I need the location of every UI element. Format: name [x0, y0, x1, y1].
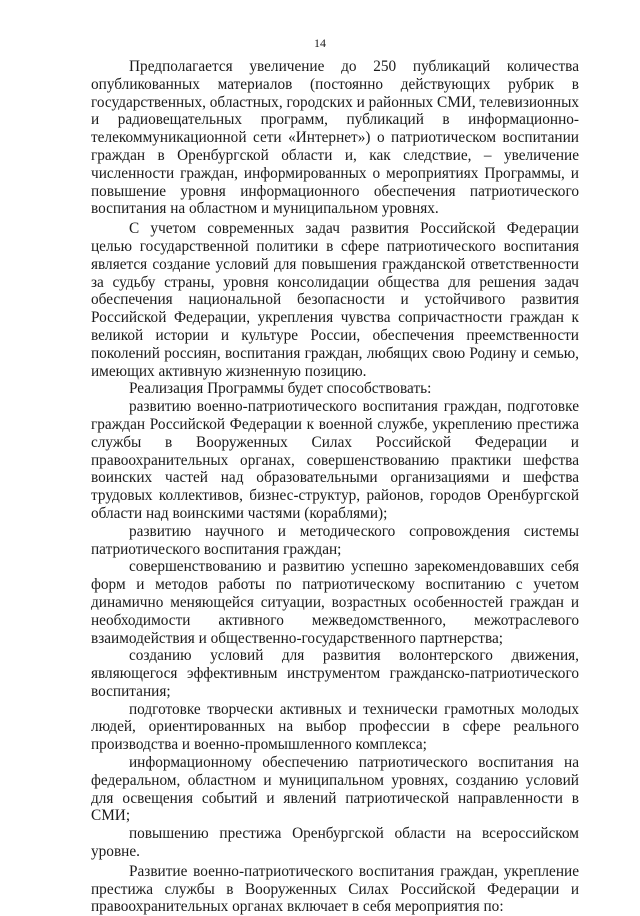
list-item-methods-improvement: совершенствованию и развитию успешно зарекомендовавших себя форм и методов работы по патриотическому воспитанию с учетом динамично меняющейся ситуации, возрастных особенностей граждан и необходимости активного межведомственного, межотраслевого взаимодействия и общественно-государственного партнерства; — [91, 558, 579, 647]
paragraph-publications: Предполагается увеличение до 250 публикаций количества опубликованных материалов (постоянно действующих рубрик в государственных, областных, городских и районных СМИ, телевизионных и радиовещательных программ, публикаций в информационно-телекоммуникационной сети «Интернет») о патриотическом воспитании граждан в Оренбургской области и, как следствие, – увеличение численности граждан, информированных о мероприятиях Программы, и повышение уровня информационного обеспечения патриотического воспитания на областном и муниципальном уровнях. — [91, 58, 579, 218]
list-item-information-support: информационному обеспечению патриотического воспитания на федеральном, областном и муниципальном уровнях, созданию условий для освещения событий и явлений патриотической направленности в СМИ; — [91, 754, 579, 825]
list-item-military-patriotic: развитию военно-патриотического воспитания граждан, подготовке граждан Российской Федерации к военной службе, укреплению престижа службы в Вооруженных Силах Российской Федерации и правоохранительных органах, совершенствованию практики шефства воинских частей над образовательными организациями и шефства трудовых коллективов, бизнес-структур, районов, городов Оренбургской области над воинскими частями (кораблями); — [91, 398, 579, 522]
document-body — [91, 58, 579, 916]
list-item-volunteer-movement: созданию условий для развития волонтерского движения, являющегося эффективным инструментом гражданско-патриотического воспитания; — [91, 647, 579, 700]
list-item-youth-training: подготовке творчески активных и технически грамотных молодых людей, ориентированных на выбор профессии в сфере реального производства и военно-промышленного комплекса; — [91, 700, 579, 754]
paragraph-policy-goal: С учетом современных задач развития Российской Федерации целью государственной политики в сфере патриотического воспитания является создание условий для повышения гражданской ответственности за судьбу страны, уровня консолидации общества для решения задач обеспечения национальной безопасности и устойчивого развития Российской Федерации, укрепления чувства сопричастности граждан к великой истории и культуре России, обеспечения преемственности поколений россиян, воспитания граждан, любящих свою Родину и семью, имеющих активную жизненную позицию. — [91, 220, 579, 380]
page-number: 14 — [314, 36, 326, 50]
list-item-scientific-support: развитию научного и методического сопровождения системы патриотического воспитания граждан; — [91, 522, 579, 558]
list-item-region-prestige: повышению престижа Оренбургской области на всероссийском уровне. — [91, 825, 579, 861]
paragraph-measures-intro: Развитие военно-патриотического воспитания граждан, укрепление престижа службы в Вооруженных Силах Российской Федерации и правоохранительных органах включает в себя мероприятия по: — [91, 862, 579, 916]
paragraph-program-contribution: Реализация Программы будет способствовать: — [129, 380, 432, 398]
